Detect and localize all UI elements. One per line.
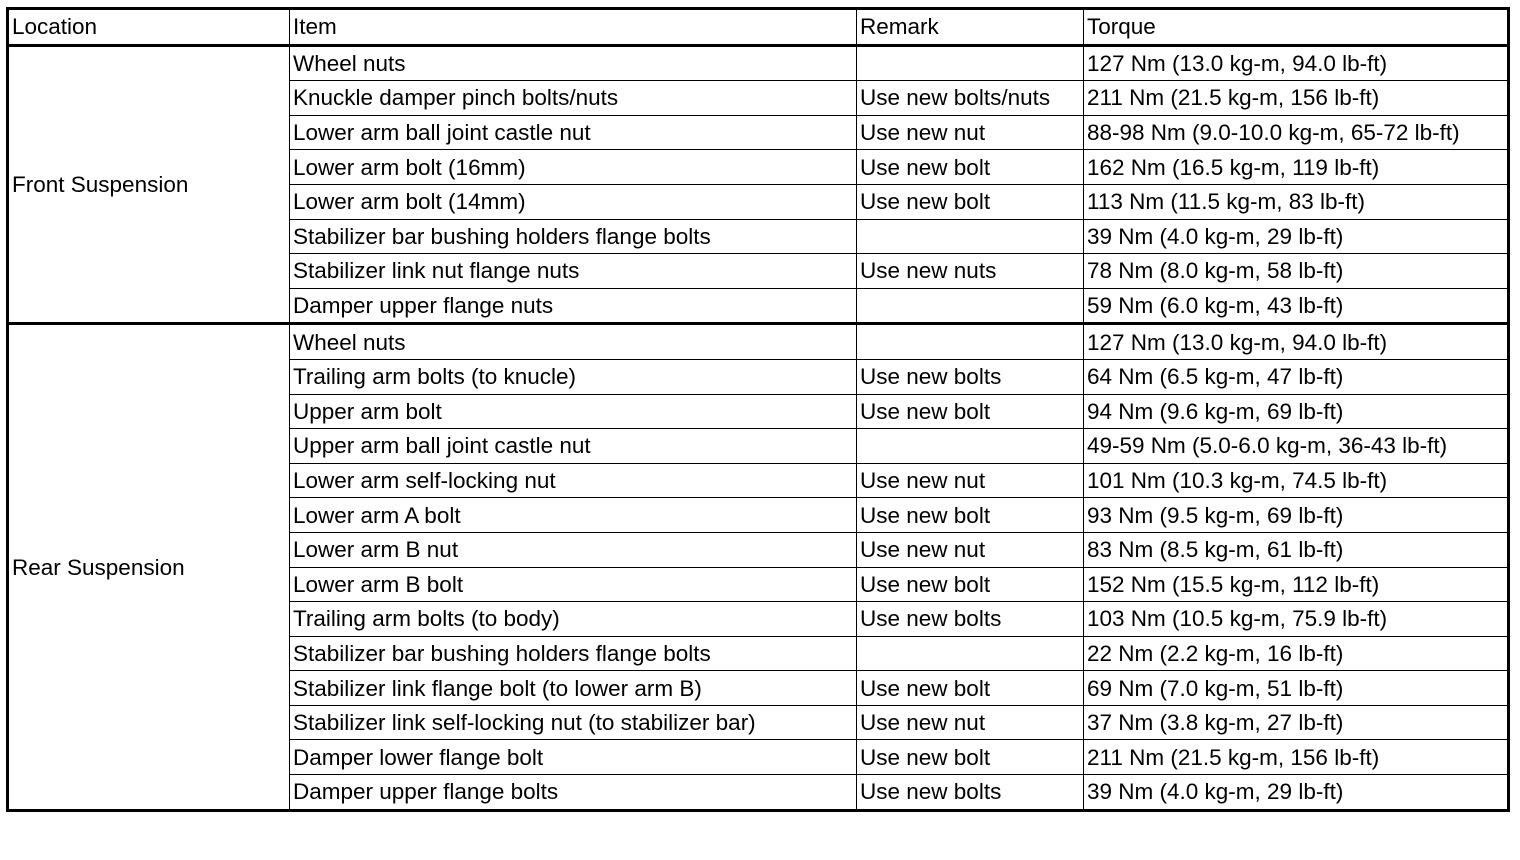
remark-cell: Use new bolts bbox=[857, 359, 1084, 394]
remark-cell: Use new bolt bbox=[857, 184, 1084, 219]
item-cell: Upper arm ball joint castle nut bbox=[290, 429, 857, 464]
item-cell: Lower arm bolt (16mm) bbox=[290, 150, 857, 185]
remark-cell bbox=[857, 636, 1084, 671]
remark-cell: Use new bolt bbox=[857, 394, 1084, 429]
torque-cell: 49-59 Nm (5.0-6.0 kg-m, 36-43 lb-ft) bbox=[1084, 429, 1509, 464]
item-cell: Lower arm B nut bbox=[290, 532, 857, 567]
item-cell: Stabilizer link self-locking nut (to stabilizer bar) bbox=[290, 705, 857, 740]
remark-cell: Use new nut bbox=[857, 532, 1084, 567]
torque-cell: 211 Nm (21.5 kg-m, 156 lb-ft) bbox=[1084, 740, 1509, 775]
item-cell: Wheel nuts bbox=[290, 45, 857, 81]
item-cell: Lower arm bolt (14mm) bbox=[290, 184, 857, 219]
remark-cell: Use new nut bbox=[857, 463, 1084, 498]
item-cell: Stabilizer bar bushing holders flange bolts bbox=[290, 636, 857, 671]
remark-cell bbox=[857, 429, 1084, 464]
item-cell: Lower arm self-locking nut bbox=[290, 463, 857, 498]
item-cell: Stabilizer bar bushing holders flange bolts bbox=[290, 219, 857, 254]
remark-cell: Use new nuts bbox=[857, 254, 1084, 289]
table-row bbox=[8, 45, 1509, 81]
torque-cell: 22 Nm (2.2 kg-m, 16 lb-ft) bbox=[1084, 636, 1509, 671]
torque-cell: 83 Nm (8.5 kg-m, 61 lb-ft) bbox=[1084, 532, 1509, 567]
torque-cell: 39 Nm (4.0 kg-m, 29 lb-ft) bbox=[1084, 775, 1509, 811]
torque-cell: 127 Nm (13.0 kg-m, 94.0 lb-ft) bbox=[1084, 45, 1509, 81]
remark-cell bbox=[857, 219, 1084, 254]
remark-cell: Use new nut bbox=[857, 705, 1084, 740]
remark-cell: Use new bolt bbox=[857, 150, 1084, 185]
remark-cell bbox=[857, 324, 1084, 360]
torque-cell: 94 Nm (9.6 kg-m, 69 lb-ft) bbox=[1084, 394, 1509, 429]
torque-cell: 152 Nm (15.5 kg-m, 112 lb-ft) bbox=[1084, 567, 1509, 602]
item-cell: Trailing arm bolts (to body) bbox=[290, 602, 857, 637]
table-body bbox=[8, 45, 1509, 810]
header-row bbox=[8, 9, 1509, 46]
torque-cell: 162 Nm (16.5 kg-m, 119 lb-ft) bbox=[1084, 150, 1509, 185]
location-cell: Rear Suspension bbox=[8, 324, 290, 810]
remark-cell: Use new bolts bbox=[857, 775, 1084, 811]
remark-cell: Use new bolts bbox=[857, 602, 1084, 637]
header-remark: Remark bbox=[857, 9, 1084, 46]
item-cell: Trailing arm bolts (to knucle) bbox=[290, 359, 857, 394]
table-row bbox=[8, 324, 1509, 360]
torque-cell: 88-98 Nm (9.0-10.0 kg-m, 65-72 lb-ft) bbox=[1084, 115, 1509, 150]
header-item: Item bbox=[290, 9, 857, 46]
item-cell: Stabilizer link flange bolt (to lower arm B) bbox=[290, 671, 857, 706]
torque-cell: 211 Nm (21.5 kg-m, 156 lb-ft) bbox=[1084, 81, 1509, 116]
torque-cell: 37 Nm (3.8 kg-m, 27 lb-ft) bbox=[1084, 705, 1509, 740]
remark-cell bbox=[857, 288, 1084, 324]
torque-cell: 39 Nm (4.0 kg-m, 29 lb-ft) bbox=[1084, 219, 1509, 254]
torque-specification-table bbox=[6, 7, 1510, 812]
table-header bbox=[8, 9, 1509, 46]
item-cell: Stabilizer link nut flange nuts bbox=[290, 254, 857, 289]
location-cell: Front Suspension bbox=[8, 45, 290, 324]
torque-cell: 93 Nm (9.5 kg-m, 69 lb-ft) bbox=[1084, 498, 1509, 533]
torque-cell: 127 Nm (13.0 kg-m, 94.0 lb-ft) bbox=[1084, 324, 1509, 360]
torque-cell: 113 Nm (11.5 kg-m, 83 lb-ft) bbox=[1084, 184, 1509, 219]
remark-cell: Use new bolts/nuts bbox=[857, 81, 1084, 116]
remark-cell: Use new bolt bbox=[857, 567, 1084, 602]
torque-cell: 69 Nm (7.0 kg-m, 51 lb-ft) bbox=[1084, 671, 1509, 706]
item-cell: Knuckle damper pinch bolts/nuts bbox=[290, 81, 857, 116]
torque-cell: 78 Nm (8.0 kg-m, 58 lb-ft) bbox=[1084, 254, 1509, 289]
remark-cell: Use new bolt bbox=[857, 498, 1084, 533]
item-cell: Lower arm A bolt bbox=[290, 498, 857, 533]
item-cell: Damper upper flange nuts bbox=[290, 288, 857, 324]
torque-cell: 64 Nm (6.5 kg-m, 47 lb-ft) bbox=[1084, 359, 1509, 394]
item-cell: Upper arm bolt bbox=[290, 394, 857, 429]
remark-cell bbox=[857, 45, 1084, 81]
remark-cell: Use new bolt bbox=[857, 740, 1084, 775]
item-cell: Damper upper flange bolts bbox=[290, 775, 857, 811]
torque-cell: 59 Nm (6.0 kg-m, 43 lb-ft) bbox=[1084, 288, 1509, 324]
torque-cell: 103 Nm (10.5 kg-m, 75.9 lb-ft) bbox=[1084, 602, 1509, 637]
header-location: Location bbox=[8, 9, 290, 46]
item-cell: Lower arm ball joint castle nut bbox=[290, 115, 857, 150]
remark-cell: Use new nut bbox=[857, 115, 1084, 150]
item-cell: Damper lower flange bolt bbox=[290, 740, 857, 775]
remark-cell: Use new bolt bbox=[857, 671, 1084, 706]
torque-cell: 101 Nm (10.3 kg-m, 74.5 lb-ft) bbox=[1084, 463, 1509, 498]
item-cell: Lower arm B bolt bbox=[290, 567, 857, 602]
item-cell: Wheel nuts bbox=[290, 324, 857, 360]
torque-table-container bbox=[6, 7, 1510, 812]
header-torque: Torque bbox=[1084, 9, 1509, 46]
